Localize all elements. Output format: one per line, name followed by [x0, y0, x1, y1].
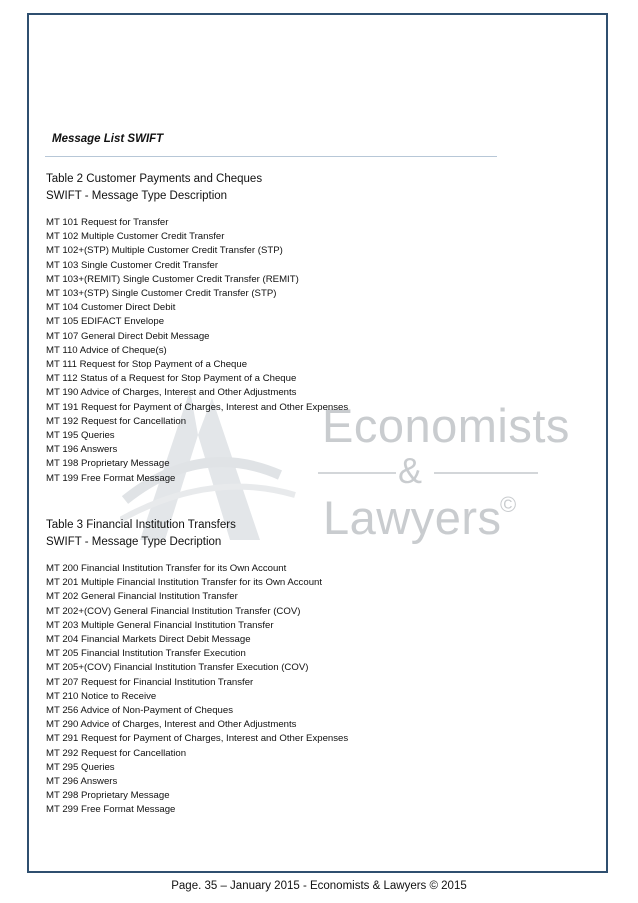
list-item: MT 191 Request for Payment of Charges, Interest and Other Expenses — [46, 401, 349, 413]
list-item: MT 203 Multiple General Financial Institution Transfer — [46, 619, 274, 631]
table2-block — [46, 171, 348, 486]
list-item: MT 105 EDIFACT Envelope — [46, 316, 165, 328]
table2-column-header: SWIFT - Message Type Description — [46, 190, 228, 202]
list-item: MT 202+(COV) General Financial Institution Transfer (COV) — [46, 605, 301, 617]
list-item: MT 299 Free Format Message — [46, 804, 176, 816]
list-item: MT 201 Multiple Financial Institution Transfer for its Own Account — [46, 577, 323, 589]
list-item: MT 292 Request for Cancellation — [46, 747, 187, 759]
list-item: MT 207 Request for Financial Institution Transfer — [46, 676, 254, 688]
watermark-ampersand: & — [398, 450, 423, 491]
table3-heading: Table 3 Financial Institution Transfers — [46, 519, 236, 531]
list-item: MT 110 Advice of Cheque(s) — [46, 344, 167, 356]
list-item: MT 204 Financial Markets Direct Debit Message — [46, 634, 251, 646]
list-item: MT 196 Answers — [46, 444, 118, 456]
list-item: MT 192 Request for Cancellation — [46, 415, 187, 427]
list-item: MT 103+(REMIT) Single Customer Credit Transfer (REMIT) — [46, 273, 299, 285]
list-item: MT 296 Answers — [46, 776, 118, 788]
table2-heading: Table 2 Customer Payments and Cheques — [46, 173, 263, 185]
table2-message-list — [46, 216, 348, 486]
list-item: MT 112 Status of a Request for Stop Payment of a Cheque — [46, 373, 297, 385]
page-footer: Page. 35 – January 2015 - Economists & Lawyers © 2015 — [171, 880, 467, 892]
list-item: MT 199 Free Format Message — [46, 472, 176, 484]
list-item: MT 291 Request for Payment of Charges, Interest and Other Expenses — [46, 733, 349, 745]
list-item: MT 295 Queries — [46, 761, 115, 773]
watermark-copyright: © — [500, 492, 517, 517]
list-item: MT 210 Notice to Receive — [46, 690, 157, 702]
list-item: MT 101 Request for Transfer — [46, 217, 169, 228]
list-item: MT 195 Queries — [46, 430, 115, 442]
list-item: MT 290 Advice of Charges, Interest and Other Adjustments — [46, 719, 297, 731]
list-item: MT 103+(STP) Single Customer Credit Transfer (STP) — [46, 288, 277, 300]
list-item: MT 256 Advice of Non-Payment of Cheques — [46, 705, 234, 717]
list-item: MT 103 Single Customer Credit Transfer — [46, 259, 219, 271]
table3-column-header: SWIFT - Message Type Decription — [46, 536, 222, 548]
watermark-word-economists: Economists — [322, 399, 570, 452]
list-item: MT 102+(STP) Multiple Customer Credit Transfer (STP) — [46, 245, 283, 257]
list-item: MT 104 Customer Direct Debit — [46, 302, 176, 314]
list-item: MT 198 Proprietary Message — [46, 458, 170, 470]
title-divider — [45, 156, 497, 157]
list-item: MT 298 Proprietary Message — [46, 790, 170, 802]
table3-message-list — [46, 562, 348, 818]
list-item: MT 200 Financial Institution Transfer for its Own Account — [46, 563, 287, 574]
list-item: MT 107 General Direct Debit Message — [46, 330, 210, 342]
list-item: MT 205+(COV) Financial Institution Transfer Execution (COV) — [46, 662, 309, 674]
section-title: Message List SWIFT — [52, 133, 164, 145]
list-item: MT 205 Financial Institution Transfer Execution — [46, 648, 246, 660]
watermark-word-lawyers: Lawyers — [323, 491, 502, 544]
list-item: MT 102 Multiple Customer Credit Transfer — [46, 231, 225, 243]
list-item: MT 111 Request for Stop Payment of a Cheque — [46, 359, 248, 371]
list-item: MT 202 General Financial Institution Transfer — [46, 591, 238, 603]
table3-block — [46, 517, 348, 818]
list-item: MT 190 Advice of Charges, Interest and Other Adjustments — [46, 387, 297, 399]
watermark-rule-right — [434, 472, 538, 474]
